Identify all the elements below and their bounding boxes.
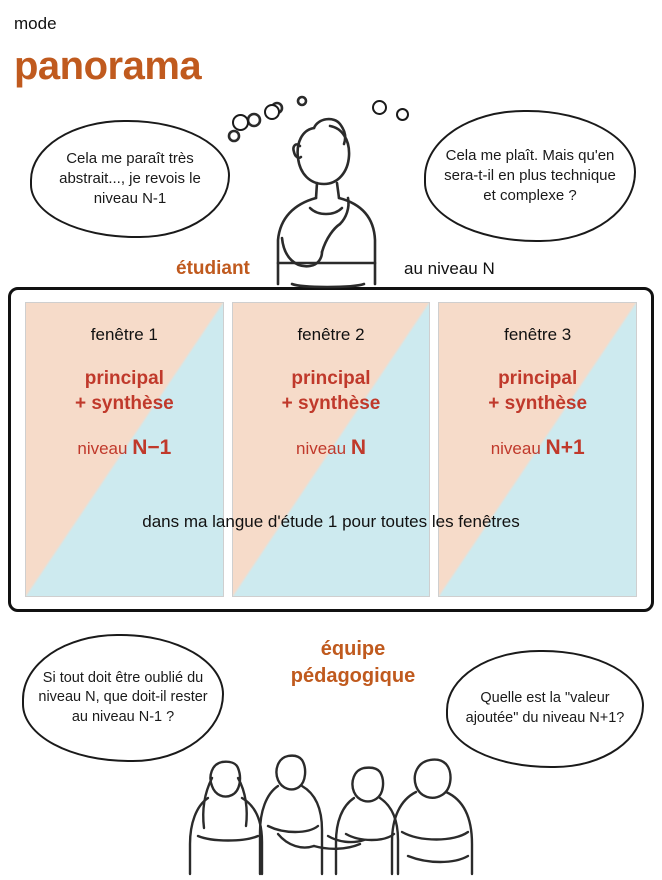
- thought-dot-small: [232, 114, 249, 131]
- window-2-content-line1: principal: [291, 368, 371, 389]
- window-3-level-prefix: niveau: [490, 439, 546, 459]
- thought-dot-medium: [264, 104, 280, 120]
- window-card-3[interactable]: [438, 302, 637, 597]
- window-3-level: [439, 436, 636, 460]
- window-2-level-value: N: [350, 436, 366, 460]
- window-3-content: [439, 367, 636, 416]
- window-1-level: [26, 436, 223, 460]
- window-1-level-value: N−1: [132, 436, 172, 460]
- window-3-title: fenêtre 3: [504, 325, 572, 344]
- thought-dot-xtiny: [396, 108, 409, 121]
- thought-dot-tiny: [372, 100, 387, 115]
- windows-row: [11, 290, 651, 609]
- window-2-level: [233, 436, 430, 460]
- student-thought-bubble-left: [30, 120, 230, 238]
- window-1-title: fenêtre 1: [90, 325, 158, 344]
- window-1-content-line1: principal: [84, 368, 164, 389]
- team-thought-bubble-right-text: Quelle est la "valeur ajoutée" du niveau N+1?: [465, 690, 625, 726]
- student-level-label: au niveau N: [404, 259, 495, 278]
- window-3-content-line2: + synthèse: [488, 392, 588, 414]
- page-title: panorama: [14, 44, 202, 88]
- window-1-level-prefix: niveau: [77, 439, 133, 459]
- window-3-content-line1: principal: [498, 368, 578, 389]
- team-thought-bubble-left-text: Si tout doit être oublié du niveau N, que doit-il rester au niveau N-1 ?: [38, 669, 208, 725]
- student-thought-bubble-right-text: Cela me plaît. Mais qu'en sera-t-il en plus technique et complexe ?: [444, 146, 616, 205]
- window-card-1[interactable]: [25, 302, 224, 597]
- team-thought-bubble-left: [22, 634, 224, 762]
- window-2-content-line2: + synthèse: [281, 392, 381, 414]
- team-thought-bubble-right: [446, 650, 644, 768]
- window-2-level-prefix: niveau: [296, 439, 351, 459]
- team-role-label: équipe pédagogique: [290, 638, 416, 687]
- window-card-2[interactable]: [232, 302, 431, 597]
- mode-label: mode: [14, 14, 57, 33]
- window-2-content: [233, 367, 430, 416]
- window-1-content: [26, 367, 223, 416]
- student-role-label: étudiant: [176, 258, 250, 279]
- panel-footnote: dans ma langue d'étude 1 pour toutes les fenêtres: [142, 512, 520, 531]
- student-thought-bubble-left-text: Cela me paraît très abstrait..., je revois le niveau N-1: [59, 149, 201, 208]
- student-thought-bubble-right: [424, 110, 636, 242]
- team-figure-illustration: [168, 716, 508, 876]
- window-1-content-line2: + synthèse: [74, 392, 174, 414]
- window-3-level-value: N+1: [545, 436, 585, 460]
- windows-panel: [8, 287, 654, 612]
- window-2-title: fenêtre 2: [297, 325, 365, 344]
